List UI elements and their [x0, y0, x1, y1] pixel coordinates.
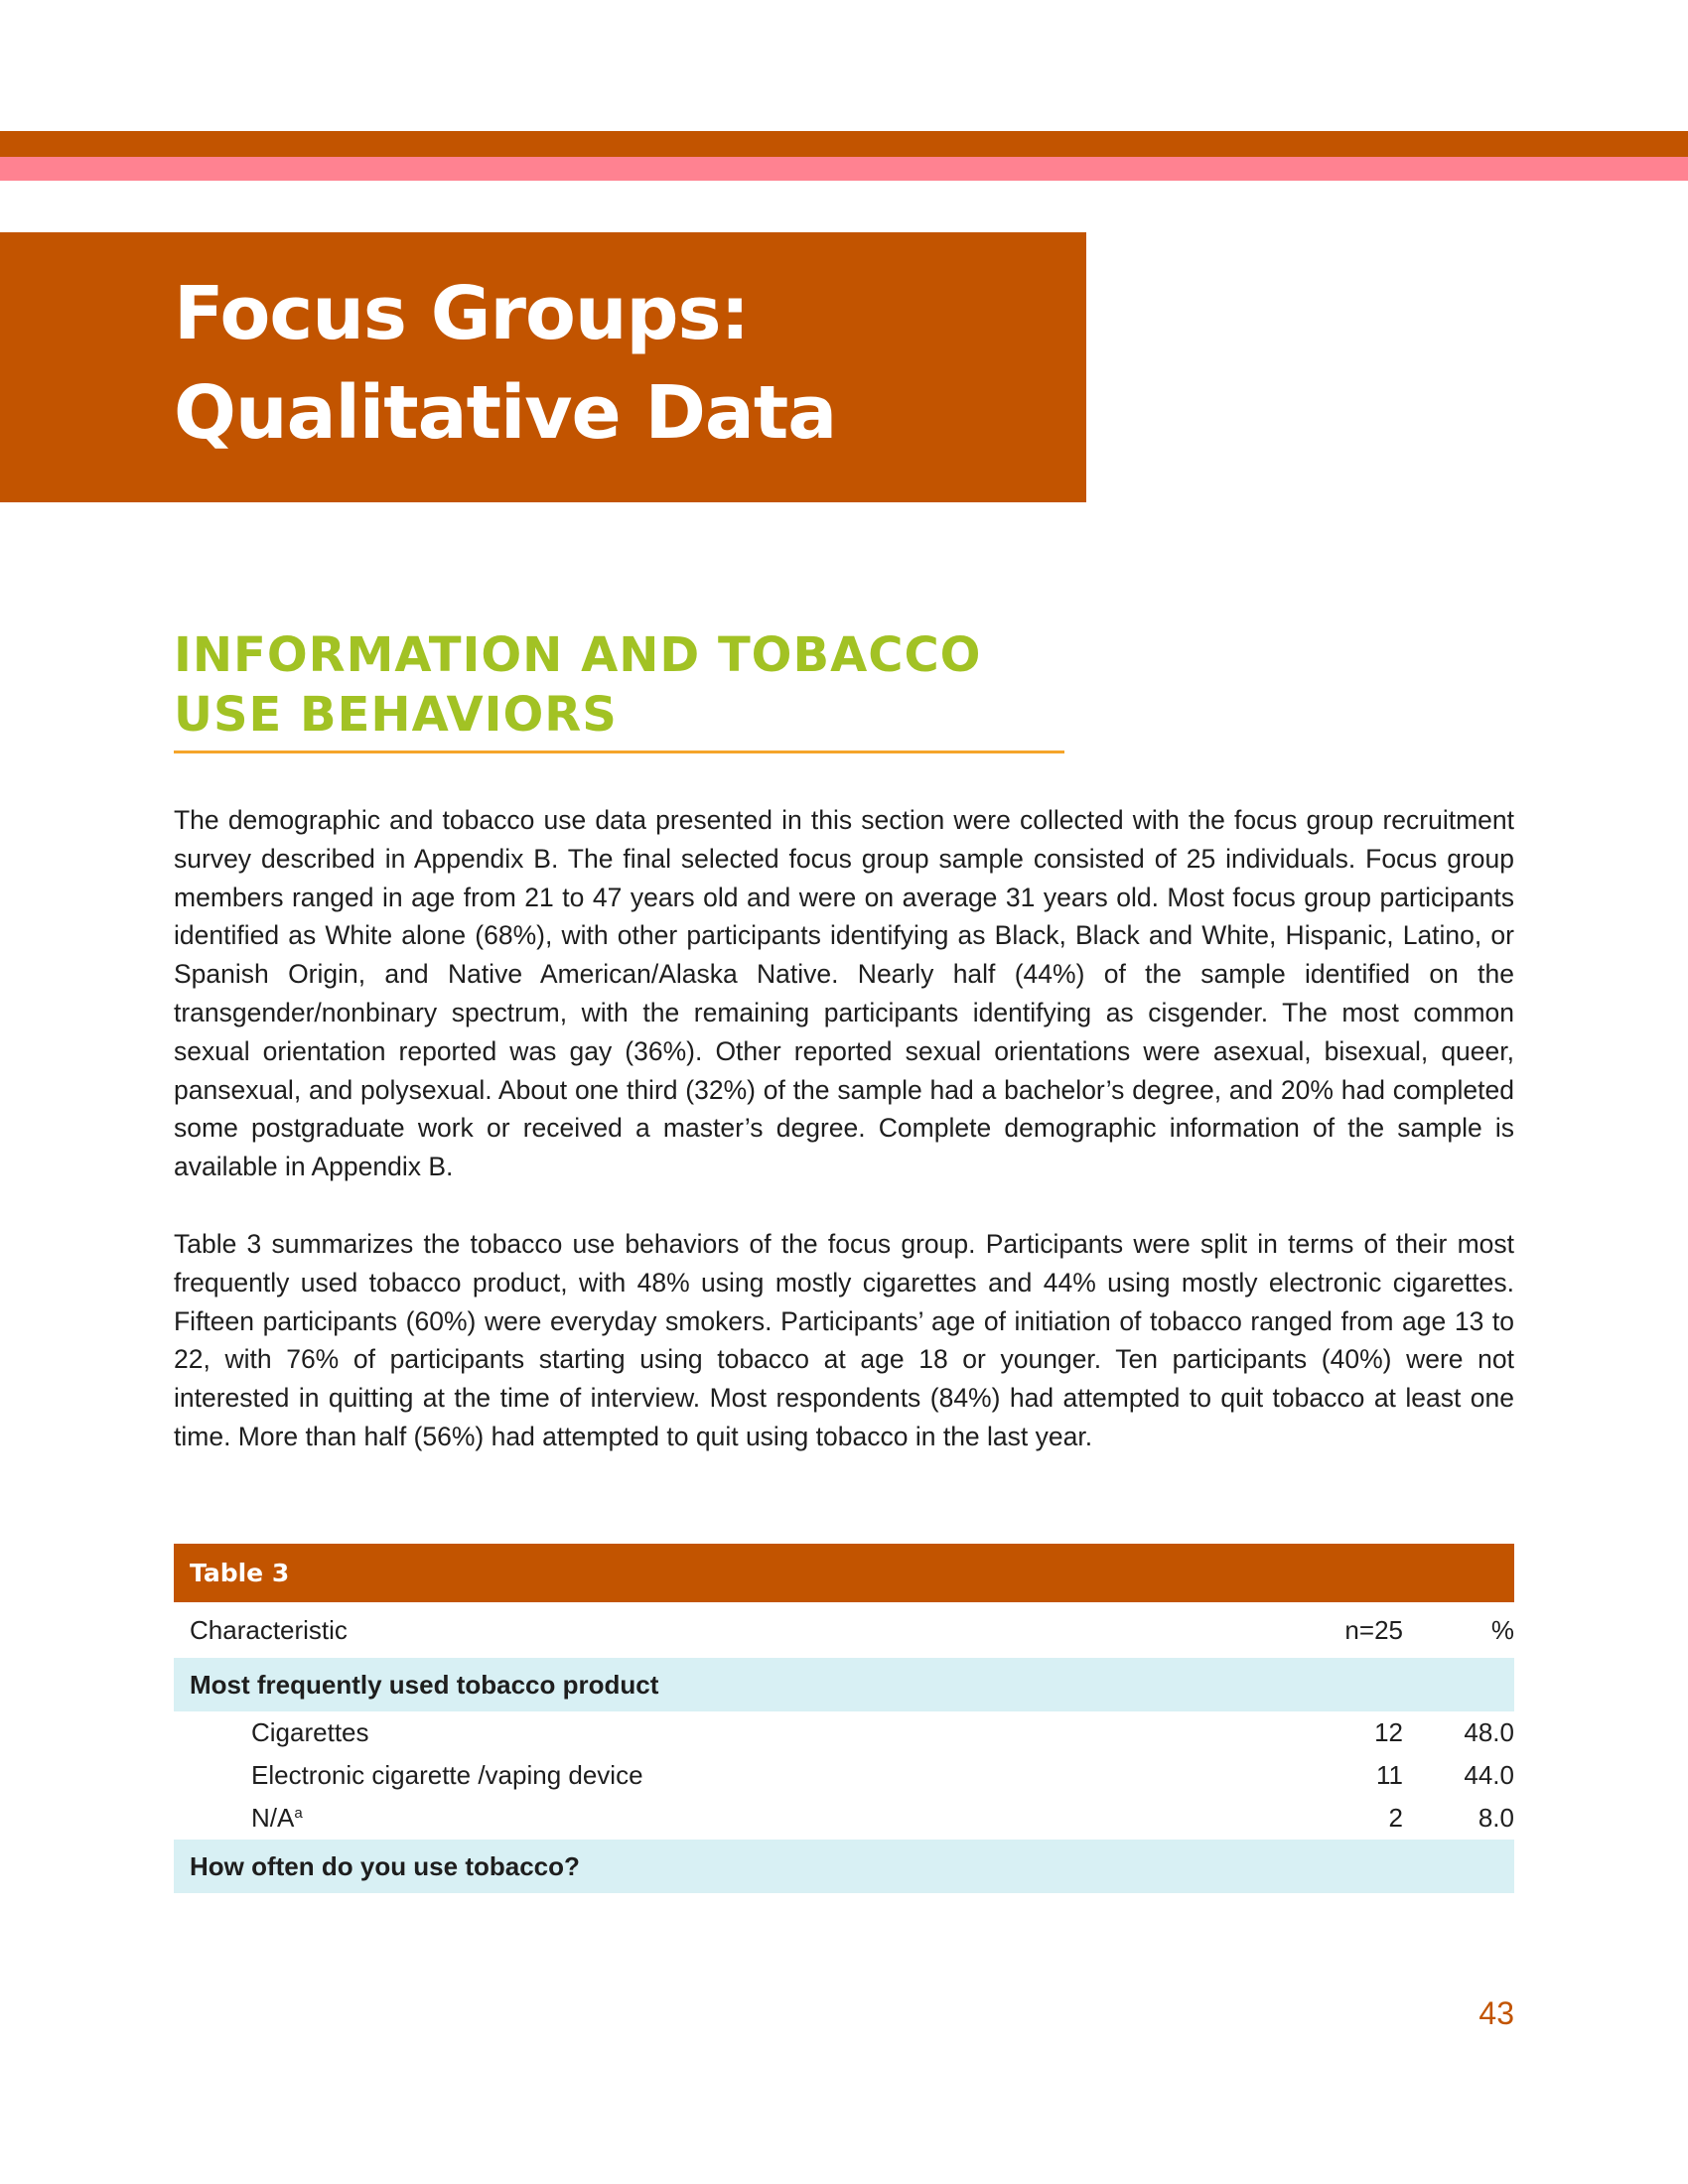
column-header-characteristic: Characteristic: [190, 1614, 348, 1645]
table-row: [174, 1711, 1514, 1754]
row-label: Cigarettes: [251, 1717, 369, 1747]
table-header-row: [174, 1602, 1514, 1658]
footnote-marker: a: [294, 1805, 303, 1822]
chapter-title-banner: [0, 232, 1086, 502]
row-label-cell: [174, 1797, 1244, 1840]
body-paragraph-tobacco-use: Table 3 summarizes the tobacco use behaviors of the focus group. Participants were split in terms of their most frequently used tobacco product, with 48% using mostly cigarettes and 44% using mostly electronic cigarettes. Fifteen participants (60%) were everyday smokers. Participants’ age of initiation of tobacco ranged from age 13 to 22, with 76% of participants starting using tobacco at age 18 or younger. Ten participants (40%) were not interested in quitting at the time of interview. Most respondents (84%) had attempted to quit tobacco at least one time. More than half (56%) had attempted to quit using tobacco in the last year.: [174, 1229, 1514, 1451]
table-caption: Table 3: [174, 1544, 1514, 1602]
section-heading-line-2: USE BEHAVIORS: [174, 687, 618, 743]
row-percent: 48.0: [1464, 1717, 1514, 1747]
row-percent: 44.0: [1464, 1760, 1514, 1790]
section-heading-rule: [174, 751, 1064, 753]
column-header-percent: %: [1490, 1614, 1514, 1645]
table-row: [174, 1797, 1514, 1840]
table-caption-row: [174, 1544, 1514, 1602]
row-label: Electronic cigarette /vaping device: [251, 1760, 643, 1790]
chapter-title-line-1: Focus Groups:: [174, 271, 750, 356]
category-label: How often do you use tobacco?: [174, 1840, 1514, 1893]
body-paragraph-demographics: The demographic and tobacco use data presented in this section were collected with the focus group recruitment survey described in Appendix B. The final selected focus group sample consisted of 25 individuals. Focus group members ranged in age from 21 to 47 years old and were on average 31 years old. Most focus group participants identified as White alone (68%), with other participants identifying as Black, Black and White, Hispanic, Latino, or Spanish Origin, and Native American/Alaska Native. Nearly half (44%) of the sample identified on the transgender/nonbinary spectrum, with the remaining participants identifying as cisgender. The most common sexual orientation reported was gay (36%). Other reported sexual orientations were asexual, bisexual, queer, pansexual, and polysexual. About one third (32%) of the sample had a bachelor’s degree, and 20% had completed some postgraduate work or received a master’s degree. Complete demographic information of the sample is available in Appendix B.: [174, 805, 1514, 1182]
row-percent: 8.0: [1477, 1803, 1514, 1833]
table-3: [174, 1544, 1514, 1893]
row-label: N/A: [251, 1803, 295, 1833]
row-count: 2: [1388, 1803, 1403, 1833]
table-category-row: [174, 1840, 1514, 1893]
row-count: 11: [1376, 1760, 1403, 1790]
section-heading: [174, 625, 1067, 745]
table-row: [174, 1754, 1514, 1797]
page-number: 43: [1478, 1995, 1514, 2031]
row-count: 12: [1374, 1717, 1403, 1747]
table-category-row: [174, 1658, 1514, 1711]
section-heading-line-1: INFORMATION AND TOBACCO: [174, 627, 982, 683]
chapter-title-line-2: Qualitative Data: [174, 370, 837, 456]
top-orange-stripe: [0, 131, 1688, 157]
column-header-n: n=25: [1344, 1614, 1403, 1645]
category-label: Most frequently used tobacco product: [174, 1658, 1514, 1711]
top-pink-stripe: [0, 157, 1688, 181]
